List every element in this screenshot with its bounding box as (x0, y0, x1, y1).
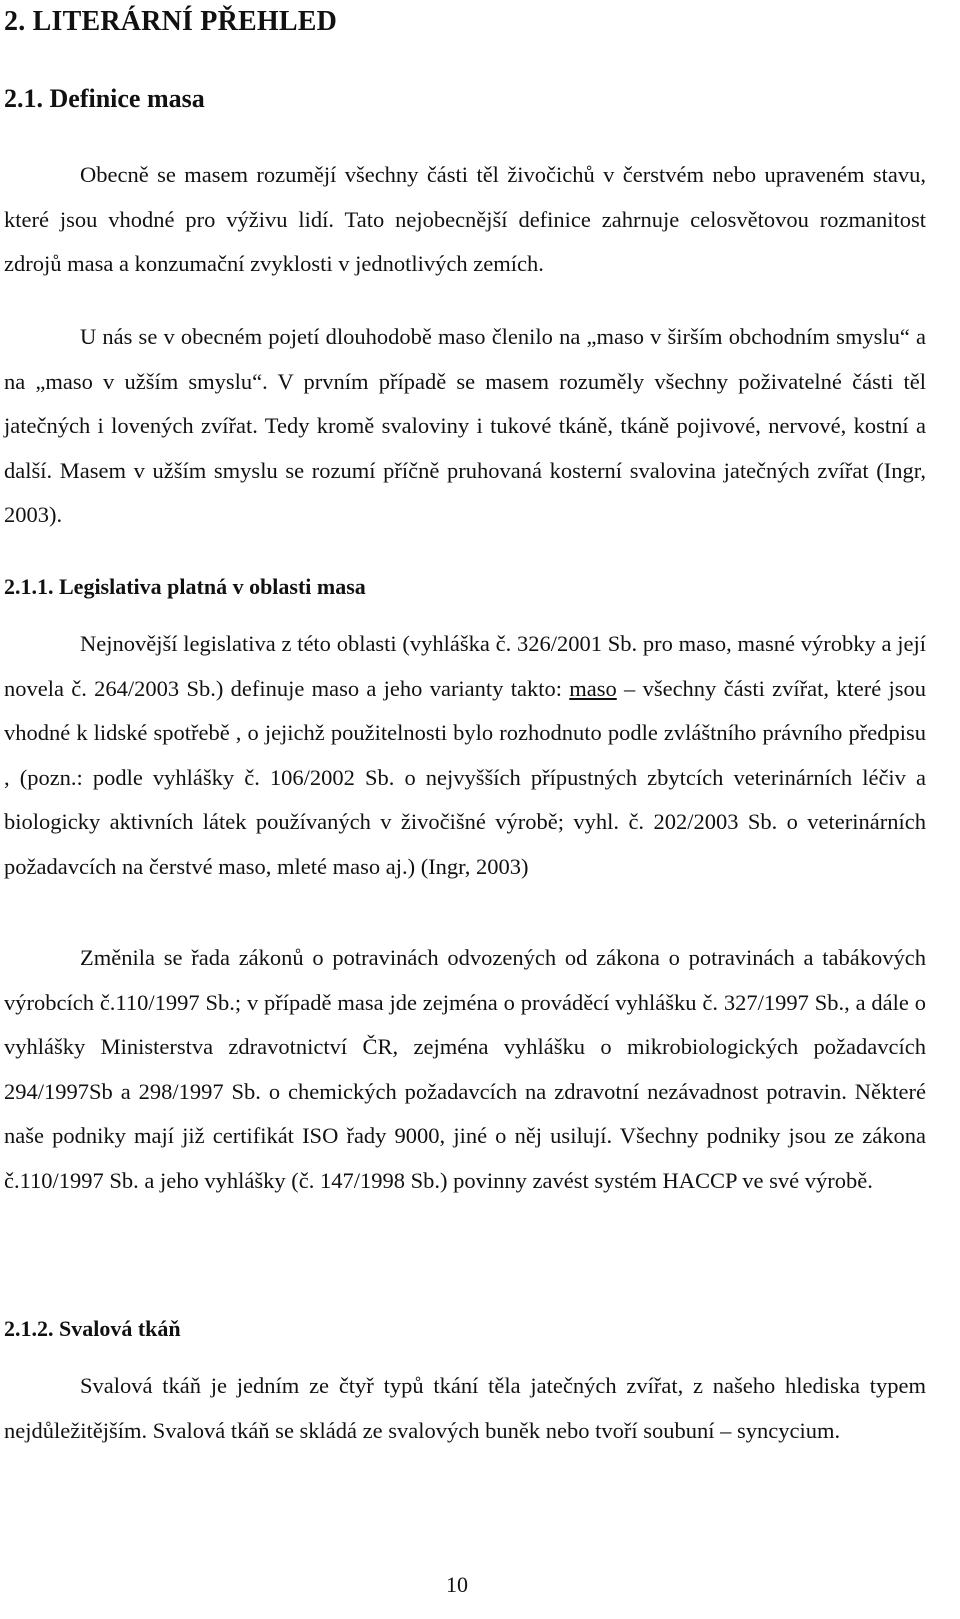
term-maso: maso (569, 675, 617, 701)
section-heading: 2.1. Definice masa (4, 84, 205, 113)
paragraph-muscle-tissue: Svalová tkáň je jedním ze čtyř typů tkání těla jatečných zvířat, z našeho hlediska typem nejdůležitějším. Svalová tkáň se skládá ze svalových buněk nebo tvoří soubuní – syncycium. (4, 1373, 926, 1443)
chapter-heading: 2. LITERÁRNÍ PŘEHLED (4, 6, 338, 37)
legislation-intro-text: Nejnovější legislativa z této oblasti (vyhláška č. 326/2001 Sb. pro maso, masné výrobky a její novela č. 264/2003 Sb.) definuje maso a jeho varianty takto: (4, 631, 926, 701)
paragraph-legislation (4, 622, 926, 889)
subsection-heading-legislation: 2.1.1. Legislativa platná v oblasti masa (4, 574, 366, 599)
legislation-definition-text: – všechny části zvířat, které jsou vhodné k lidské spotřebě , o jejichž použitelnosti bylo rozhodnuto podle zvláštního právního předpisu , (pozn.: podle vyhlášky č. 106/2002 Sb. o nejvyšších přípustných zbytcích veterinárních léčiv a biologicky aktivních látek používaných v živočišné výrobě; vyhl. č. 202/2003 Sb. o veterinárních požadavcích na čerstvé maso, mleté maso aj.) (Ingr, 2003) (4, 675, 927, 879)
paragraph-definition: Obecně se masem rozumějí všechny části těl živočichů v čerstvém nebo upraveném stavu, které jsou vhodné pro výživu lidí. Tato nejobecnější definice zahrnuje celosvětovou rozmanitost zdrojů masa a konzumační zvyklosti v jednotlivých zemích. (4, 162, 926, 276)
paragraph-laws: Změnila se řada zákonů o potravinách odvozených od zákona o potravinách a tabákových výrobcích č.110/1997 Sb.; v případě masa jde zejména o prováděcí vyhlášku č. 327/1997 Sb., a dále o vyhlášky Ministerstva zdravotnictví ČR, zejména vyhlášku o mikrobiologických požadavcích 294/1997Sb a 298/1997 Sb. o chemických požadavcích na zdravotní nezávadnost potravin. Některé naše podniky mají již certifikát ISO řady 9000, jiné o něj usilují. Všechny podniky jsou ze zákona č.110/1997 Sb. a jeho vyhlášky (č. 147/1998 Sb.) povinny zavést systém HACCP ve své výrobě. (4, 945, 926, 1193)
page-number: 10 (446, 1572, 468, 1597)
subsection-heading-muscle-tissue: 2.1.2. Svalová tkáň (4, 1316, 181, 1341)
paragraph-meat-classification: U nás se v obecném pojetí dlouhodobě maso členilo na „maso v širším obchodním smyslu“ a na „maso v užším smyslu“. V prvním případě se masem rozuměly všechny poživatelné části těl jatečných i lovených zvířat. Tedy kromě svaloviny i tukové tkáně, tkáně pojivové, nervové, kostní a další. Masem v užším smyslu se rozumí příčně pruhovaná kosterní svalovina jatečných zvířat (Ingr, 2003). (4, 324, 926, 527)
